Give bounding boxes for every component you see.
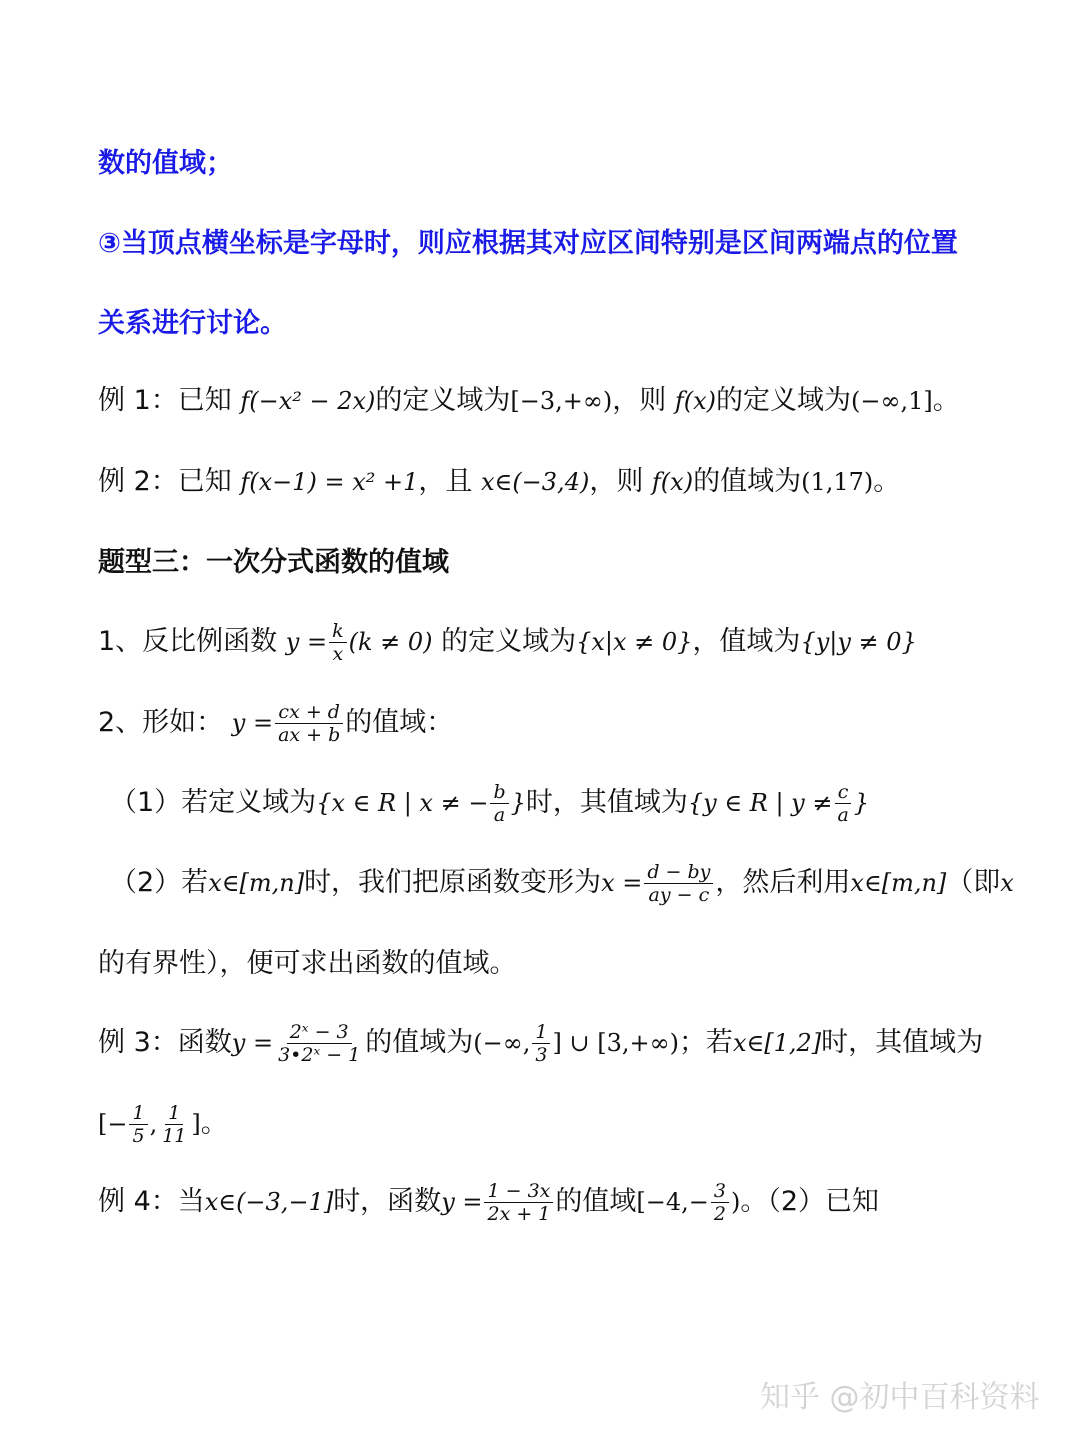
ex3-den: 3•2ˣ − 1 bbox=[278, 1044, 361, 1066]
ex1-t1: 的定义域为 bbox=[375, 385, 511, 416]
point-1 bbox=[98, 620, 917, 665]
ex3-e1: x∈[1,2] bbox=[732, 1029, 822, 1057]
p2-fraction bbox=[275, 701, 343, 746]
ex2-t3: 的值域为 bbox=[693, 466, 802, 497]
p1-prefix: 1、反比例函数 bbox=[98, 626, 278, 657]
ex2-expr2: x∈(−3,4) bbox=[481, 468, 590, 496]
p3-set2a: {y ∈ R | y ≠ bbox=[687, 789, 833, 817]
p2-t1: 的值域： bbox=[345, 707, 454, 738]
ex2-t1: ，且 bbox=[418, 466, 473, 497]
text-line-2: ③当顶点横坐标是字母时，则应根据其对应区间特别是区间两端点的位置 bbox=[98, 228, 958, 259]
ex3-r1b: ] ∪ [3,+∞) bbox=[552, 1029, 679, 1057]
example-1 bbox=[98, 381, 960, 421]
ex4-t1: 时，函数 bbox=[333, 1186, 442, 1217]
p1-num: k bbox=[329, 620, 347, 643]
p4-t3: （即 bbox=[946, 867, 1001, 898]
ex3b-n2: 1 bbox=[165, 1102, 183, 1125]
ex2-expr1: f(x−1) = x² +1 bbox=[240, 468, 419, 496]
ex1-expr2: [−3,+∞) bbox=[510, 387, 613, 415]
p4-e3: x bbox=[1000, 869, 1014, 897]
ex3b-comma: , bbox=[149, 1110, 158, 1138]
p1-set1: {x|x ≠ 0} bbox=[576, 628, 693, 656]
p1-t1: 的定义域为 bbox=[441, 626, 577, 657]
point-2 bbox=[98, 701, 453, 746]
example-3 bbox=[98, 1021, 983, 1066]
ex3b-fraction-2 bbox=[159, 1102, 189, 1147]
ex4-den: 2x + 1 bbox=[487, 1203, 551, 1225]
ex3b-end: 。 bbox=[200, 1108, 228, 1139]
p4-lhs: x = bbox=[601, 869, 643, 897]
p3-fraction-2 bbox=[834, 781, 851, 826]
p4-t1: 时，我们把原函数变形为 bbox=[304, 867, 602, 898]
p2-lhs: y = bbox=[231, 709, 274, 737]
ex4-rnum: 3 bbox=[711, 1180, 729, 1203]
ex4-fraction bbox=[484, 1180, 553, 1225]
ex1-expr3: f(x) bbox=[674, 387, 716, 415]
ex3b-open: [− bbox=[98, 1110, 128, 1138]
p4-t2: ，然后利用 bbox=[715, 867, 851, 898]
ex4-lhs: y = bbox=[441, 1188, 483, 1216]
example-4 bbox=[98, 1180, 879, 1225]
ex2-t2: ，则 bbox=[589, 466, 644, 497]
p1-fraction bbox=[329, 620, 347, 665]
p3-close-2: } bbox=[853, 789, 870, 817]
p3-num1: b bbox=[490, 781, 508, 804]
ex4-range-fraction bbox=[711, 1180, 729, 1225]
text-line-1: 数的值域； bbox=[98, 148, 233, 179]
point-2-sub-2 bbox=[110, 861, 1014, 906]
p3-fraction-1 bbox=[490, 781, 508, 826]
watermark: 知乎 @初中百科资料 bbox=[760, 1380, 1040, 1415]
ex4-e1: x∈(−3,−1] bbox=[204, 1188, 334, 1216]
p1-set2: {y|y ≠ 0} bbox=[800, 628, 917, 656]
ex3b-d2: 11 bbox=[162, 1125, 187, 1147]
p3-prefix: （1）若定义域为 bbox=[110, 787, 317, 818]
ex3b-d1: 5 bbox=[132, 1125, 145, 1147]
p3-den1: a bbox=[493, 804, 506, 826]
ex1-prefix: 例 1：已知 bbox=[98, 385, 232, 416]
example-2 bbox=[98, 462, 900, 502]
ex1-t2: ，则 bbox=[612, 385, 667, 416]
ex4-rden: 2 bbox=[713, 1203, 726, 1225]
point-2-sub-1 bbox=[110, 781, 869, 826]
p2-num: cx + d bbox=[275, 701, 343, 724]
ex4-num: 1 − 3x bbox=[484, 1180, 553, 1203]
ex2-expr3: f(x) bbox=[651, 468, 694, 496]
ex3-range-fraction bbox=[532, 1021, 550, 1066]
ex4-prefix: 例 4：当 bbox=[98, 1186, 205, 1217]
ex2-prefix: 例 2：已知 bbox=[98, 466, 232, 497]
p3-set1a: {x ∈ R | x ≠ − bbox=[316, 789, 489, 817]
p4-e2: x∈[m,n] bbox=[850, 869, 947, 897]
ex4-t3: 。（2）已知 bbox=[740, 1186, 880, 1217]
p2-prefix: 2、形如： bbox=[98, 707, 224, 738]
ex2-t4: 。 bbox=[873, 466, 901, 497]
ex1-expr4: (−∞,1] bbox=[851, 387, 933, 415]
ex1-t4: 。 bbox=[932, 385, 960, 416]
p4-num: d − by bbox=[644, 861, 713, 884]
ex3b-n1: 1 bbox=[129, 1102, 147, 1125]
p3-close-1: } bbox=[510, 789, 526, 817]
text-line-3: 关系进行讨论。 bbox=[98, 308, 287, 339]
p4-fraction bbox=[644, 861, 713, 906]
p3-den2: a bbox=[837, 804, 849, 826]
ex3-r1a: (−∞, bbox=[473, 1029, 531, 1057]
p4-den: ay − c bbox=[648, 884, 710, 906]
ex3-lhs: y = bbox=[231, 1029, 274, 1057]
ex3-prefix: 例 3：函数 bbox=[98, 1027, 232, 1058]
ex1-expr1: f(−x² − 2x) bbox=[240, 387, 376, 415]
p3-num2: c bbox=[835, 781, 852, 804]
ex3-rnum: 1 bbox=[532, 1021, 550, 1044]
p1-lhs: y = bbox=[285, 628, 328, 656]
ex3b-fraction-1 bbox=[129, 1102, 147, 1147]
ex3b-close: ] bbox=[191, 1110, 201, 1138]
p1-t2: ，值域为 bbox=[692, 626, 801, 657]
ex4-r2: ) bbox=[730, 1188, 741, 1216]
ex3-num: 2ˣ − 3 bbox=[287, 1021, 352, 1044]
text-line-bounded: 的有界性），便可求出函数的值域。 bbox=[98, 948, 517, 979]
ex3-rden: 3 bbox=[535, 1044, 548, 1066]
ex3-fraction bbox=[275, 1021, 363, 1066]
ex4-t2: 的值域 bbox=[555, 1186, 637, 1217]
section-heading: 题型三：一次分式函数的值域 bbox=[98, 547, 449, 578]
ex3-t3: 时，其值域为 bbox=[821, 1027, 984, 1058]
p1-den: x bbox=[332, 643, 344, 665]
p4-e1: x∈[m,n] bbox=[208, 869, 305, 897]
p4-prefix: （2）若 bbox=[110, 867, 209, 898]
example-3-range bbox=[98, 1102, 228, 1147]
p3-t1: 时，其值域为 bbox=[525, 787, 688, 818]
ex3-t1: 的值域为 bbox=[365, 1027, 474, 1058]
ex4-r1: [−4,− bbox=[636, 1188, 709, 1216]
ex1-t3: 的定义域为 bbox=[716, 385, 851, 416]
ex2-expr4: (1,17) bbox=[801, 468, 874, 496]
p1-cond: (k ≠ 0) bbox=[348, 628, 433, 656]
p2-den: ax + b bbox=[278, 724, 341, 746]
ex3-t2: ；若 bbox=[678, 1027, 733, 1058]
